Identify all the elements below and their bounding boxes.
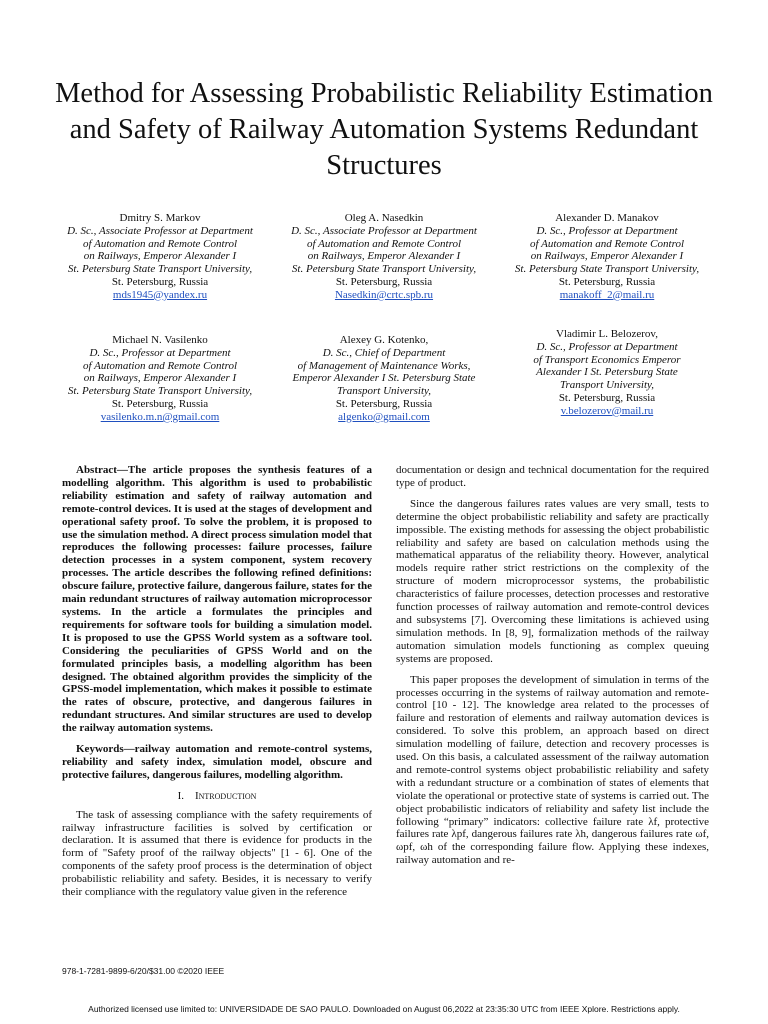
author-email-link[interactable]: Nasedkin@crtc.spb.ru [334,288,434,301]
author-name: Michael N. Vasilenko [112,334,208,346]
author-affiliation: St. Petersburg State Transport University, [67,385,253,398]
author-affiliation: D. Sc., Professor at Department [536,224,678,237]
author-affiliation: D. Sc., Chief of Department [322,346,446,359]
author-affiliation: St. Petersburg State Transport University, [67,263,253,276]
author-affiliation: Alexander I St. Petersburg State [536,366,678,379]
author-city: St. Petersburg, Russia [335,275,433,288]
author-affiliation: on Railways, Emperor Alexander I [83,372,237,385]
author-affiliation: on Railways, Emperor Alexander I [83,250,237,263]
author-name: Dmitry S. Markov [119,212,201,224]
author-affiliation: D. Sc., Professor at Department [536,340,678,353]
author-email-link[interactable]: vasilenko.m.n@gmail.com [100,410,220,423]
continued-paragraph: documentation or design and technical documentation for the required type of product. [396,464,709,489]
author-city: St. Petersburg, Russia [111,397,209,410]
author-email-link[interactable]: mds1945@yandex.ru [112,288,208,301]
author-affiliation: of Transport Economics Emperor [533,353,681,366]
paper-title: Method for Assessing Probabilistic Reliability Estimation and Safety of Railway Automation Systems Redundant Structures [55,78,713,181]
keywords: Keywords—railway automation and remote-control systems, reliability and safety index, simulation model, obscure and protective failures, dangerous failures, modelling algorithm. [62,743,372,781]
author-city: St. Petersburg, Russia [335,397,433,410]
author-block [283,212,485,302]
abstract: Abstract—The article proposes the synthesis features of a modelling algorithm. This algorithm is used to probabilistic reliability estimation and safety of railway automation and remote-control devices. It is used at the stages of development and operational safety proof. To solve the problem, it is proposed to use the simulation method. A direct process simulation model that reproduces the following processes: failure processes, failure detection processes in a system component, system recovery processes. The article describes the following refined definitions: obscure failure, protective failure, dangerous failure, states for the main redundant structures of railway automation microprocessor systems. In the article a formulates the principles and requirements for software tools for building a simulation model. It is proposed to use the GPSS World system as a software tool. Considering the peculiarities of GPSS World and on the formulated principles basis, a modelling algorithm has been designed. The obtained algorithm provides the simplicity of the GPSS-model implementation, which makes it possible to estimate the rates of obscure, protective, and dangerous failures in redundant structures. And similar structures are used to develop the railway automation systems. [62,464,372,735]
author-name: Vladimir L. Belozerov, [556,328,658,340]
author-name: Alexey G. Kotenko, [339,334,429,346]
author-affiliation: D. Sc., Associate Professor at Department [67,224,253,237]
author-name: Oleg A. Nasedkin [344,212,424,224]
author-affiliation: on Railways, Emperor Alexander I [530,250,684,263]
author-city: St. Petersburg, Russia [558,391,656,404]
author-affiliation: on Railways, Emperor Alexander I [307,250,461,263]
section-title: Introduction [194,789,257,802]
author-affiliation: of Automation and Remote Control [83,237,237,250]
author-affiliation: of Automation and Remote Control [307,237,461,250]
licence-notice: Authorized licensed use limited to: UNIVERSIDADE DE SAO PAULO. Downloaded on August 06,2022 at 23:35:30 UTC from IEEE Xplore. Restrictions apply. [88,1004,680,1014]
author-email-link[interactable]: algenko@gmail.com [338,410,430,423]
author-affiliation: of Management of Maintenance Works, [297,359,471,372]
left-column [62,464,372,907]
author-affiliation: St. Petersburg State Transport University, [514,263,700,276]
author-email-link[interactable]: manakoff_2@mail.ru [559,288,655,301]
author-affiliation: Transport University, [336,385,432,398]
author-block [62,334,258,424]
author-affiliation: of Automation and Remote Control [83,359,237,372]
author-affiliation: Transport University, [559,379,655,392]
author-city: St. Petersburg, Russia [111,275,209,288]
author-block [507,212,707,302]
author-name: Alexander D. Manakov [555,212,659,224]
right-column [396,464,709,875]
section-number: I. [177,789,184,802]
author-affiliation: D. Sc., Professor at Department [89,346,231,359]
author-block [283,334,485,424]
author-affiliation: St. Petersburg State Transport University, [291,263,477,276]
intro-paragraph: The task of assessing compliance with the safety requirements of railway infrastructure facilities is solved by certification or declaration. It is assumed that there is evidence for products in the form of "Safety proof of the railway objects" [1 - 6]. One of the components of the safety proof process is the determination of object probabilistic reliability and safety. Besides, it is necessary to verify their compliance with the regulatory value given in the reference [62,808,372,899]
author-block [62,212,258,302]
body-paragraph: This paper proposes the development of simulation in terms of the processes occurring in the systems of railway automation and remote-control [10 - 12]. The knowledge area related to the processes of failure and restoration of elements and railway automation devices is considered. To solve this problem, an approach based on direct simulation modelling of failure, detection and recovery processes is used. On this basis, a calculated assessment of the railway automation and remote-control systems object probabilistic reliability and safety with a redundant structure or a combination of states of elements that violate the operational or protective state of systems is carried out. The object probabilistic indicators of reliability and safety list include the following “primary” indicators: collective failure rate λf, protective failures rate λpf, dangerous failures rate λh, dangerous failures rate ωf, ωpf, ωh of the corresponding failure flow. Applying these indexes, railway automation and re- [396,673,709,867]
author-city: St. Petersburg, Russia [558,275,656,288]
author-block [507,328,707,418]
author-email-link[interactable]: v.belozerov@mail.ru [560,404,654,417]
author-affiliation: D. Sc., Associate Professor at Department [291,224,477,237]
author-affiliation: Emperor Alexander I St. Petersburg State [292,372,476,385]
body-paragraph: Since the dangerous failures rates values are very small, tests to determine the object probabilistic reliability and safety are practically impossible. The existing methods for assessing the object probabilistic reliability and safety are based on calculation methods using the mathematical apparatus of the reliability theory. However, analytical models require rather strict restrictions on the complexity of the structure of modern microprocessor systems, the probabilistic characteristics of failure processes, detection processes and restorative function processes of railway automation and remote-control devices and subsystems [7]. Overcoming these limitations is achieved using simulation methods. In [8, 9], formalization methods of the railway automation simulation models functioning as complex queuing systems are proposed. [396,497,709,665]
footer-isbn: 978-1-7281-9899-6/20/$31.00 ©2020 IEEE [62,966,225,976]
section-heading [62,790,372,803]
author-affiliation: of Automation and Remote Control [530,237,684,250]
